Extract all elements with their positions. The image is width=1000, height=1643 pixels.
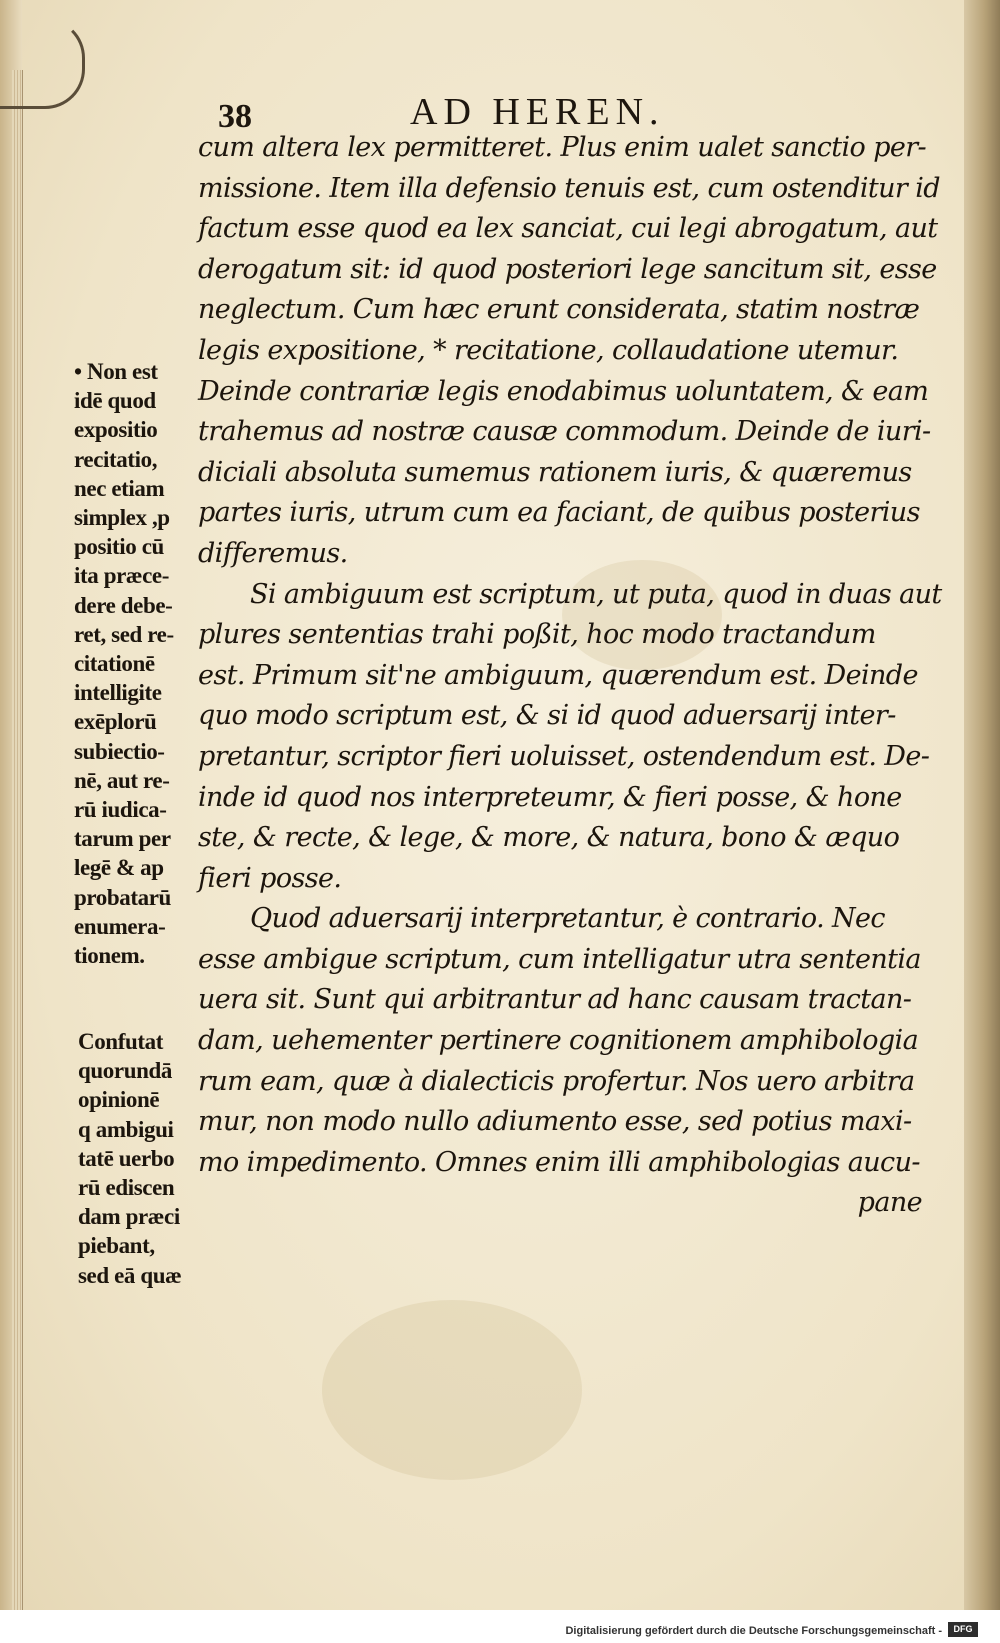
marginal-line: nec etiam <box>74 475 165 501</box>
marginal-line: recitatio, <box>74 446 158 472</box>
page-corner-curl <box>0 18 85 109</box>
marginal-line: tatē uerbo <box>78 1145 175 1171</box>
text-line: dam, uehementer pertinere cognitionem amphibologia <box>198 1025 919 1057</box>
marginal-line: subiectio- <box>74 738 165 764</box>
dfg-logo: DFG <box>948 1622 978 1637</box>
page-number: 38 <box>218 98 252 135</box>
marginal-line: tionem. <box>74 943 145 969</box>
text-line: uera sit. Sunt qui arbitrantur ad hanc causam tractan- <box>198 984 912 1016</box>
marginal-line: probatarū <box>74 884 171 910</box>
marginal-line: • Non est <box>74 359 158 384</box>
text-line: Deinde contrariæ legis enodabimus uoluntatem, & eam <box>198 375 929 407</box>
marginal-line: legē & ap <box>74 855 164 881</box>
text-line: differemus. <box>198 537 348 569</box>
text-line: derogatum sit: id quod posteriori lege sancitum sit, esse <box>198 253 937 285</box>
marginal-line: ret, sed re- <box>74 621 174 647</box>
text-line: quo modo scriptum est, & si id quod aduersarij inter- <box>198 700 896 732</box>
marginal-line: opinionē <box>78 1087 160 1113</box>
marginal-line: expositio <box>74 417 158 443</box>
marginal-line: rū iudica- <box>74 797 167 823</box>
text-line: neglectum. Cum hæc erunt considerata, statim nostræ <box>198 294 920 326</box>
page-stack-edge <box>12 70 23 1610</box>
funding-credit: Digitalisierung gefördert durch die Deutsche Forschungsgemeinschaft - <box>565 1625 942 1637</box>
text-line: esse ambigue scriptum, cum intelligatur utra sententia <box>198 943 921 975</box>
text-line: rum eam, quæ à dialecticis profertur. Nos uero arbitra <box>198 1065 915 1097</box>
paper-stain <box>322 1300 582 1480</box>
marginal-line: rū ediscen <box>78 1175 175 1201</box>
text-line: mur, non modo nullo adiumento esse, sed potius maxi- <box>198 1106 912 1138</box>
text-line: plures sententias trahi poßit, hoc modo tractandum <box>198 619 876 651</box>
paragraph-start-line: Si ambiguum est scriptum, ut puta, quod in duas aut <box>250 578 942 610</box>
marginal-line: quorundā <box>78 1058 172 1084</box>
page-surface <box>22 0 964 1610</box>
marginal-line: piebant, <box>78 1233 155 1259</box>
marginal-line: sed eā quæ <box>78 1262 182 1288</box>
text-line: pretantur, scriptor fieri uoluisset, ostendendum est. De- <box>198 740 930 772</box>
marginal-line: dam præci <box>78 1204 180 1230</box>
catchword: pane <box>857 1187 922 1219</box>
marginal-line: positio cū <box>74 534 164 560</box>
marginal-line: Confutat <box>78 1029 163 1054</box>
marginal-line: ita præce- <box>74 563 169 589</box>
marginal-line: enumera- <box>74 913 166 939</box>
book-fore-edge <box>964 0 1000 1643</box>
marginal-line: exēplorū <box>74 709 157 735</box>
paragraph-start-line: Quod aduersarij interpretantur, è contrario. Nec <box>250 903 885 935</box>
text-line: partes iuris, utrum cum ea faciant, de quibus posterius <box>198 497 920 529</box>
marginal-line: tarum per <box>74 826 171 852</box>
main-text-block <box>198 128 942 1224</box>
text-line: trahemus ad nostræ causæ commodum. Deinde de iuri- <box>198 416 931 448</box>
marginal-line: q ambigui <box>78 1116 174 1142</box>
running-title: AD HEREN. <box>410 91 665 133</box>
text-line: est. Primum sit'ne ambiguum, quærendum est. Deinde <box>198 659 918 691</box>
marginal-line: dere debe- <box>74 592 173 618</box>
digitization-footer <box>0 1610 1000 1643</box>
text-line: diciali absoluta sumemus rationem iuris, & quæremus <box>198 456 912 488</box>
marginal-note <box>78 1027 216 1290</box>
text-line: mo impedimento. Omnes enim illi amphibologias aucu- <box>198 1146 920 1178</box>
marginal-note <box>74 357 212 970</box>
marginal-line: citationē <box>74 651 155 677</box>
marginal-line: simplex ,p <box>74 505 170 531</box>
text-line: factum esse quod ea lex sanciat, cui legi abrogatum, aut <box>198 213 938 245</box>
text-line: inde id quod nos interpreteumr, & fieri posse, & hone <box>198 781 902 813</box>
text-line: cum altera lex permitteret. Plus enim ualet sanctio per- <box>198 132 927 163</box>
marginal-line: idē quod <box>74 388 156 414</box>
text-line: fieri posse. <box>198 862 342 894</box>
text-line: ste, & recte, & lege, & more, & natura, bono & æquo <box>198 822 900 854</box>
marginal-line: intelligite <box>74 680 162 706</box>
text-line: missione. Item illa defensio tenuis est, cum ostenditur id <box>198 172 940 204</box>
marginal-line: nē, aut re- <box>74 767 170 793</box>
text-line: legis expositione, * recitatione, collaudatione utemur. <box>198 334 899 366</box>
